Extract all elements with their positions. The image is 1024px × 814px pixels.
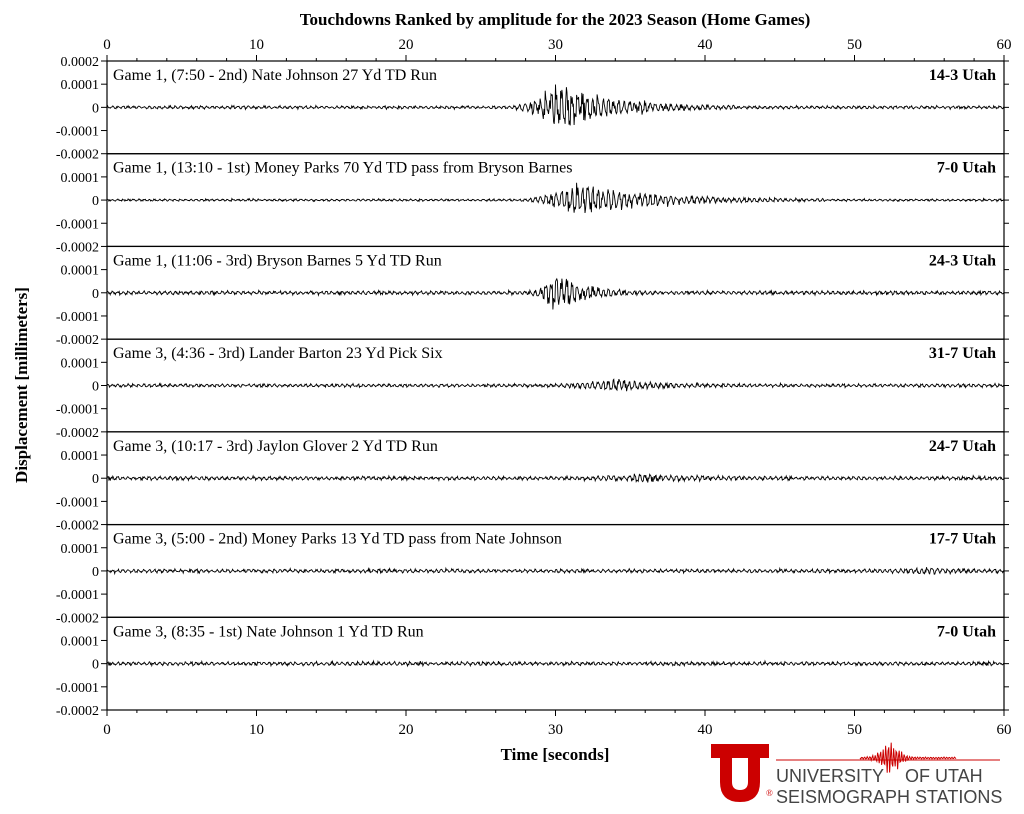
y-tick-label: -0.0001	[55, 309, 99, 325]
y-tick-label: -0.0001	[55, 680, 99, 696]
x-tick-label-top: 20	[398, 37, 414, 53]
panel-score: 31-7 Utah	[928, 345, 996, 363]
seismic-trace-1	[107, 85, 1004, 126]
panel-score: 14-3 Utah	[928, 67, 996, 84]
y-tick-label: -0.0002	[55, 240, 99, 256]
y-tick-label: 0.0001	[60, 78, 99, 94]
seismic-trace-5	[107, 474, 1004, 483]
university-logo	[711, 743, 1002, 807]
y-tick-label: 0	[92, 379, 99, 395]
panel-label: Game 1, (13:10 - 1st) Money Parks 70 Yd TD pass from Bryson Barnes	[113, 159, 573, 177]
y-tick-label: 0	[92, 101, 99, 117]
panel-label: Game 3, (4:36 - 3rd) Lander Barton 23 Yd Pick Six	[113, 345, 443, 363]
panels	[56, 55, 1009, 719]
seismic-trace-2	[107, 183, 1004, 213]
logo-u-icon	[720, 757, 760, 802]
x-tick-label-bottom: 50	[847, 722, 862, 738]
y-tick-label: 0.0001	[60, 449, 99, 465]
panel-score: 24-3 Utah	[928, 252, 996, 270]
x-tick-label-top: 60	[996, 37, 1012, 53]
y-tick-label: 0	[92, 286, 99, 302]
logo-registered-mark: ®	[766, 788, 773, 798]
y-tick-label: 0	[92, 657, 99, 673]
y-tick-label: 0.0001	[60, 634, 99, 650]
y-tick-label: 0.0001	[60, 356, 99, 372]
bottom-x-axis	[103, 710, 1011, 738]
x-tick-label-top: 0	[103, 37, 111, 53]
logo-text-of-utah: OF UTAH	[905, 766, 983, 786]
panel-2	[56, 154, 1009, 256]
logo-text-seismograph-stations: SEISMOGRAPH STATIONS	[776, 787, 1003, 807]
y-tick-label: -0.0001	[55, 402, 99, 418]
panel-1	[56, 55, 1009, 163]
panel-5	[56, 432, 1009, 534]
panel-score: 17-7 Utah	[928, 530, 996, 548]
panel-6	[56, 525, 1009, 627]
top-x-axis	[103, 37, 1011, 61]
y-tick-label: -0.0002	[55, 333, 99, 349]
y-tick-label: 0.0001	[60, 541, 99, 557]
y-tick-label: 0	[92, 194, 99, 210]
panel-score: 24-7 Utah	[928, 437, 996, 455]
panel-label: Game 3, (8:35 - 1st) Nate Johnson 1 Yd TD Run	[113, 623, 424, 641]
x-tick-label-bottom: 20	[398, 722, 414, 738]
x-tick-label-top: 30	[548, 37, 563, 53]
x-tick-label-bottom: 60	[996, 722, 1012, 738]
y-tick-label: -0.0002	[55, 704, 99, 719]
panel-label: Game 3, (5:00 - 2nd) Money Parks 13 Yd TD pass from Nate Johnson	[113, 530, 562, 548]
y-tick-label: 0	[92, 472, 99, 488]
y-tick-label: -0.0002	[55, 147, 99, 163]
y-tick-label: -0.0002	[55, 518, 99, 534]
y-axis-label: Displacement [millimeters]	[12, 287, 31, 483]
seismic-trace-6	[107, 567, 1004, 574]
x-tick-label-bottom: 40	[697, 722, 713, 738]
y-tick-label: 0.0002	[60, 55, 99, 70]
seismic-trace-7	[107, 661, 1004, 666]
y-tick-label: -0.0001	[55, 588, 99, 604]
y-tick-label: -0.0001	[55, 217, 99, 233]
panel-score: 7-0 Utah	[936, 623, 996, 641]
x-tick-label-bottom: 0	[103, 722, 111, 738]
panel-3	[56, 246, 1009, 348]
panel-7	[56, 617, 1009, 719]
y-tick-label: -0.0002	[55, 425, 99, 441]
y-tick-label: 0.0001	[60, 263, 99, 279]
chart-title: Touchdowns Ranked by amplitude for the 2023 Season (Home Games)	[299, 10, 811, 29]
seismic-trace-4	[107, 379, 1004, 391]
x-tick-label-top: 40	[697, 37, 713, 53]
logo-text-university: UNIVERSITY	[776, 766, 885, 786]
y-tick-label: 0.0001	[60, 170, 99, 186]
x-tick-label-bottom: 10	[249, 722, 264, 738]
y-tick-label: -0.0001	[55, 124, 99, 140]
logo-u-top-bar	[711, 744, 769, 758]
x-tick-label-top: 50	[847, 37, 862, 53]
x-axis-label: Time [seconds]	[500, 745, 610, 764]
panel-4	[56, 339, 1009, 441]
panel-label: Game 1, (7:50 - 2nd) Nate Johnson 27 Yd TD Run	[113, 67, 437, 84]
y-tick-label: -0.0002	[55, 611, 99, 627]
panel-score: 7-0 Utah	[936, 159, 996, 177]
seismic-trace-3	[107, 279, 1004, 310]
y-tick-label: 0	[92, 564, 99, 580]
x-tick-label-bottom: 30	[548, 722, 563, 738]
x-tick-label-top: 10	[249, 37, 264, 53]
y-tick-label: -0.0001	[55, 495, 99, 511]
panel-label: Game 3, (10:17 - 3rd) Jaylon Glover 2 Yd TD Run	[113, 437, 438, 455]
panel-label: Game 1, (11:06 - 3rd) Bryson Barnes 5 Yd TD Run	[113, 252, 442, 270]
